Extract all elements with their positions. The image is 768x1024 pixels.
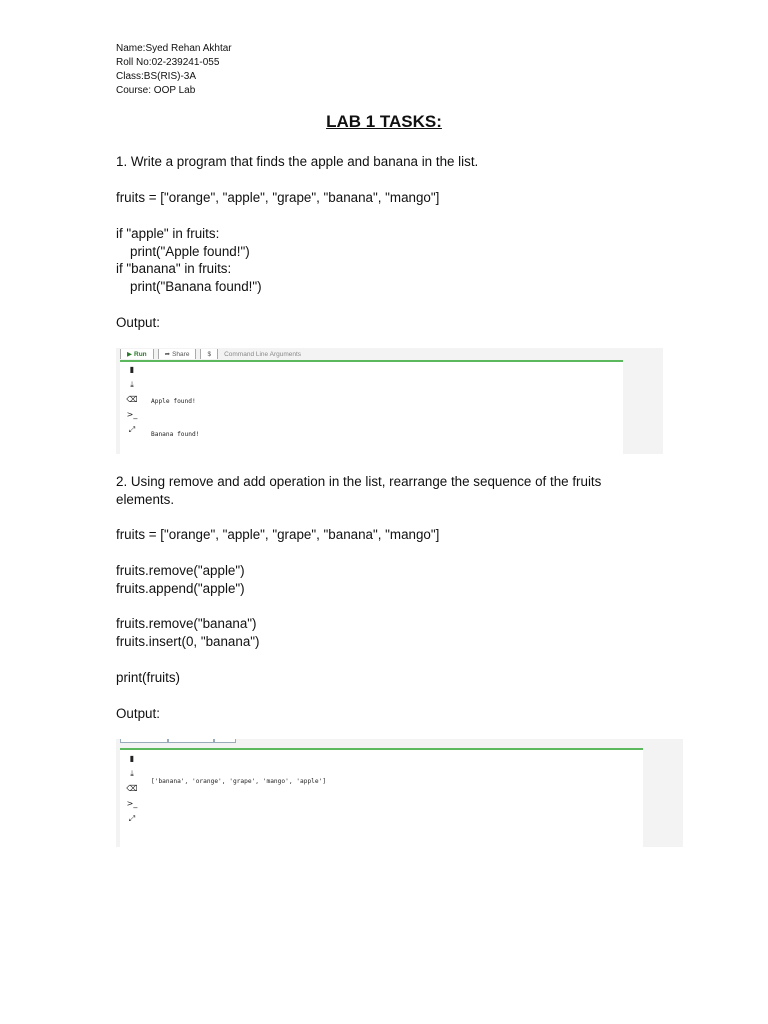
task2-code-line: fruits.append("apple") (116, 581, 245, 596)
task2-output-label: Output: (116, 706, 160, 721)
task1-code-line: if "apple" in fruits: (116, 226, 220, 241)
task1-code-line: print("Banana found!") (130, 279, 262, 294)
terminal-line: Banana found! (151, 431, 200, 438)
task2-code-line: fruits = ["orange", "apple", "grape", "banana", "mango"] (116, 527, 440, 542)
copy-icon[interactable]: ▮ (129, 365, 135, 374)
task1-code-line: if "banana" in fruits: (116, 261, 232, 276)
play-icon: ▶ (127, 351, 132, 358)
terminal-screenshot-2 (116, 739, 683, 847)
run-button[interactable]: ▶ Run (120, 349, 154, 359)
roll-number: Roll No:02-239241-055 (116, 57, 220, 68)
task2-question: 2. Using remove and add operation in the list, rearrange the sequence of the fruits elements. (116, 474, 602, 507)
student-name: Name:Syed Rehan Akhtar (116, 43, 232, 54)
terminal-line: ['banana', 'orange', 'grape', 'mango', 'apple'] (151, 778, 327, 785)
terminal-line (151, 809, 326, 820)
task2-code-line: fruits.insert(0, "banana") (116, 634, 260, 649)
share-icon: ➦ (164, 351, 171, 358)
expand-icon[interactable]: ⤢ (128, 425, 136, 434)
task2-code-line: print(fruits) (116, 670, 180, 685)
terminal-output-area (120, 748, 643, 847)
task2-code-line: fruits.remove("apple") (116, 563, 245, 578)
clear-icon[interactable]: ⌫ (126, 395, 138, 404)
expand-icon[interactable]: ⤢ (128, 814, 136, 823)
student-info (116, 42, 232, 98)
course-info: Course: OOP Lab (116, 85, 196, 96)
command-line-arguments[interactable]: Command Line Arguments (224, 350, 302, 358)
download-icon[interactable]: ⤓ (130, 769, 134, 778)
terminal-sidebar (122, 751, 142, 847)
stdin-button[interactable]: $ (200, 349, 218, 359)
share-button[interactable]: ➦ Share (158, 349, 197, 359)
terminal-sidebar (122, 362, 142, 454)
page-title: LAB 1 TASKS: (326, 112, 442, 131)
clear-icon[interactable]: ⌫ (126, 784, 138, 793)
terminal-output (151, 374, 289, 454)
class-info: Class:BS(RIS)-3A (116, 71, 197, 82)
copy-icon[interactable]: ▮ (129, 754, 135, 763)
toolbar-tab-stub (214, 739, 236, 743)
terminal-toolbar (120, 348, 301, 360)
toolbar-tab-stub (120, 739, 168, 743)
terminal-icon[interactable]: >_ (126, 410, 138, 419)
terminal-line: Apple found! (151, 398, 196, 405)
task1-code-line: print("Apple found!") (130, 244, 250, 259)
task1-question: 1. Write a program that finds the apple and banana in the list. (116, 154, 479, 169)
terminal-icon[interactable]: >_ (126, 799, 138, 808)
terminal-line (151, 842, 326, 847)
toolbar-tab-stub (168, 739, 214, 743)
terminal-screenshot-1 (116, 348, 663, 454)
task2-code-line: fruits.remove("banana") (116, 616, 257, 631)
terminal-output-area (120, 360, 623, 454)
download-icon[interactable]: ⤓ (130, 380, 134, 389)
terminal-output (151, 754, 326, 847)
task1-output-label: Output: (116, 315, 160, 330)
task1-code-line: fruits = ["orange", "apple", "grape", "banana", "mango"] (116, 190, 440, 205)
